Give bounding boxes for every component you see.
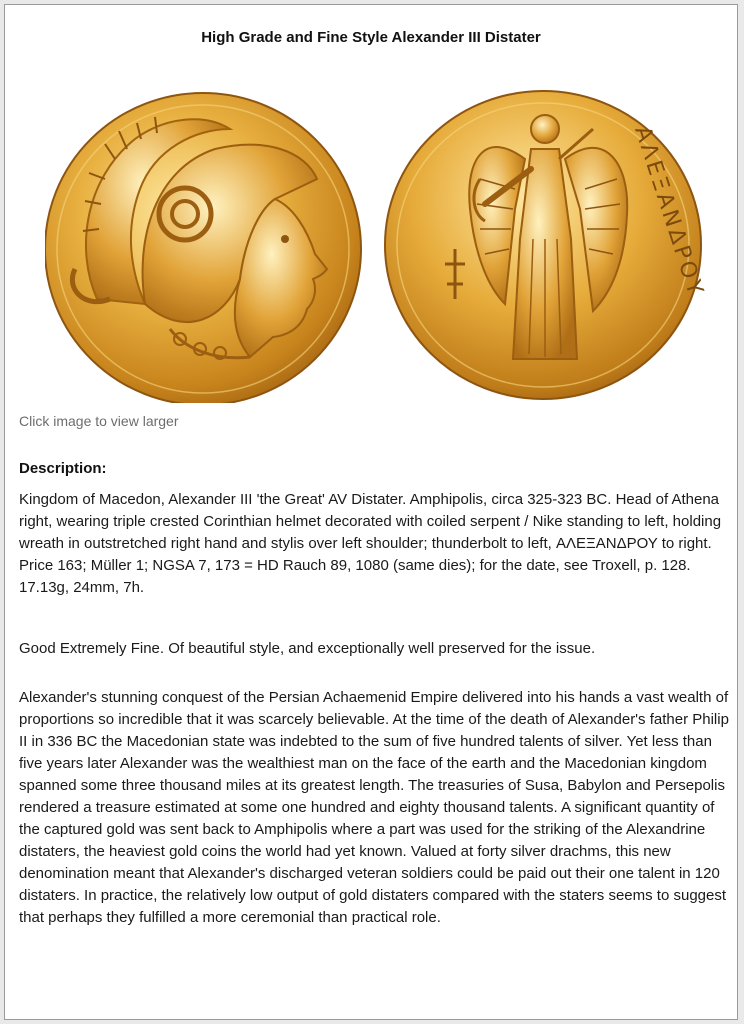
- reverse-legend: ΑΛΕΞΑΝΔΡΟΥ: [629, 123, 709, 301]
- description-paragraph-history: Alexander's stunning conquest of the Persian Achaemenid Empire delivered into his hands a vast wealth of proportions so incredible that it was scarcely believable. At the time of the death of Alexander's father Philip II in 336 BC the Macedonian state was indebted to the sum of five hundred talents of silver. Yet less than five years later Alexander was the wealthiest man on the face of the earth and the Macedonian kingdom spanned some three thousand miles at its greatest length. The treasuries of Susa, Babylon and Persepolis rendered a treasure estimated at some one hundred and eighty thousand talents. A significant quantity of the captured gold was sent back to Amphipolis where a part was used for the striking of the Alexandrine distaters, the heaviest gold coins the world had yet known. Valued at forty silver drachms, this new denomination meant that Alexander's discharged veteran soldiers could be paid out their one talent in 120 distaters. In practice, the relatively low output of gold distaters compared with the staters seems to suggest that perhaps they fulfilled a more ceremonial than practical role.: [19, 689, 729, 926]
- athena-head-coin-icon: [45, 93, 361, 403]
- view-larger-caption[interactable]: Click image to view larger: [19, 413, 179, 429]
- description-paragraph-catalog: Kingdom of Macedon, Alexander III 'the Great' AV Distater. Amphipolis, circa 325-323 BC. Head of Athena right, wearing triple crested Corinthian helmet decorated with coiled serpent / Nike standing to left, holding wreath in outstretched right hand and stylis over left shoulder; thunderbolt to left, ΑΛΕΞΑΝΔΡΟΥ to right. Price 163; Müller 1; NGSA 7, 173 = HD Rauch 89, 1080 (same dies); for the date, see Troxell, p. 128. 17.13g, 24mm, 7h.: [19, 491, 722, 596]
- page-title: High Grade and Fine Style Alexander III Distater: [201, 29, 541, 46]
- description-heading: Description:: [19, 460, 107, 477]
- coin-image[interactable]: [45, 89, 709, 403]
- listing-panel: [4, 4, 738, 1020]
- description-paragraph-grade: Good Extremely Fine. Of beautiful style, and exceptionally well preserved for the issue.: [19, 640, 596, 657]
